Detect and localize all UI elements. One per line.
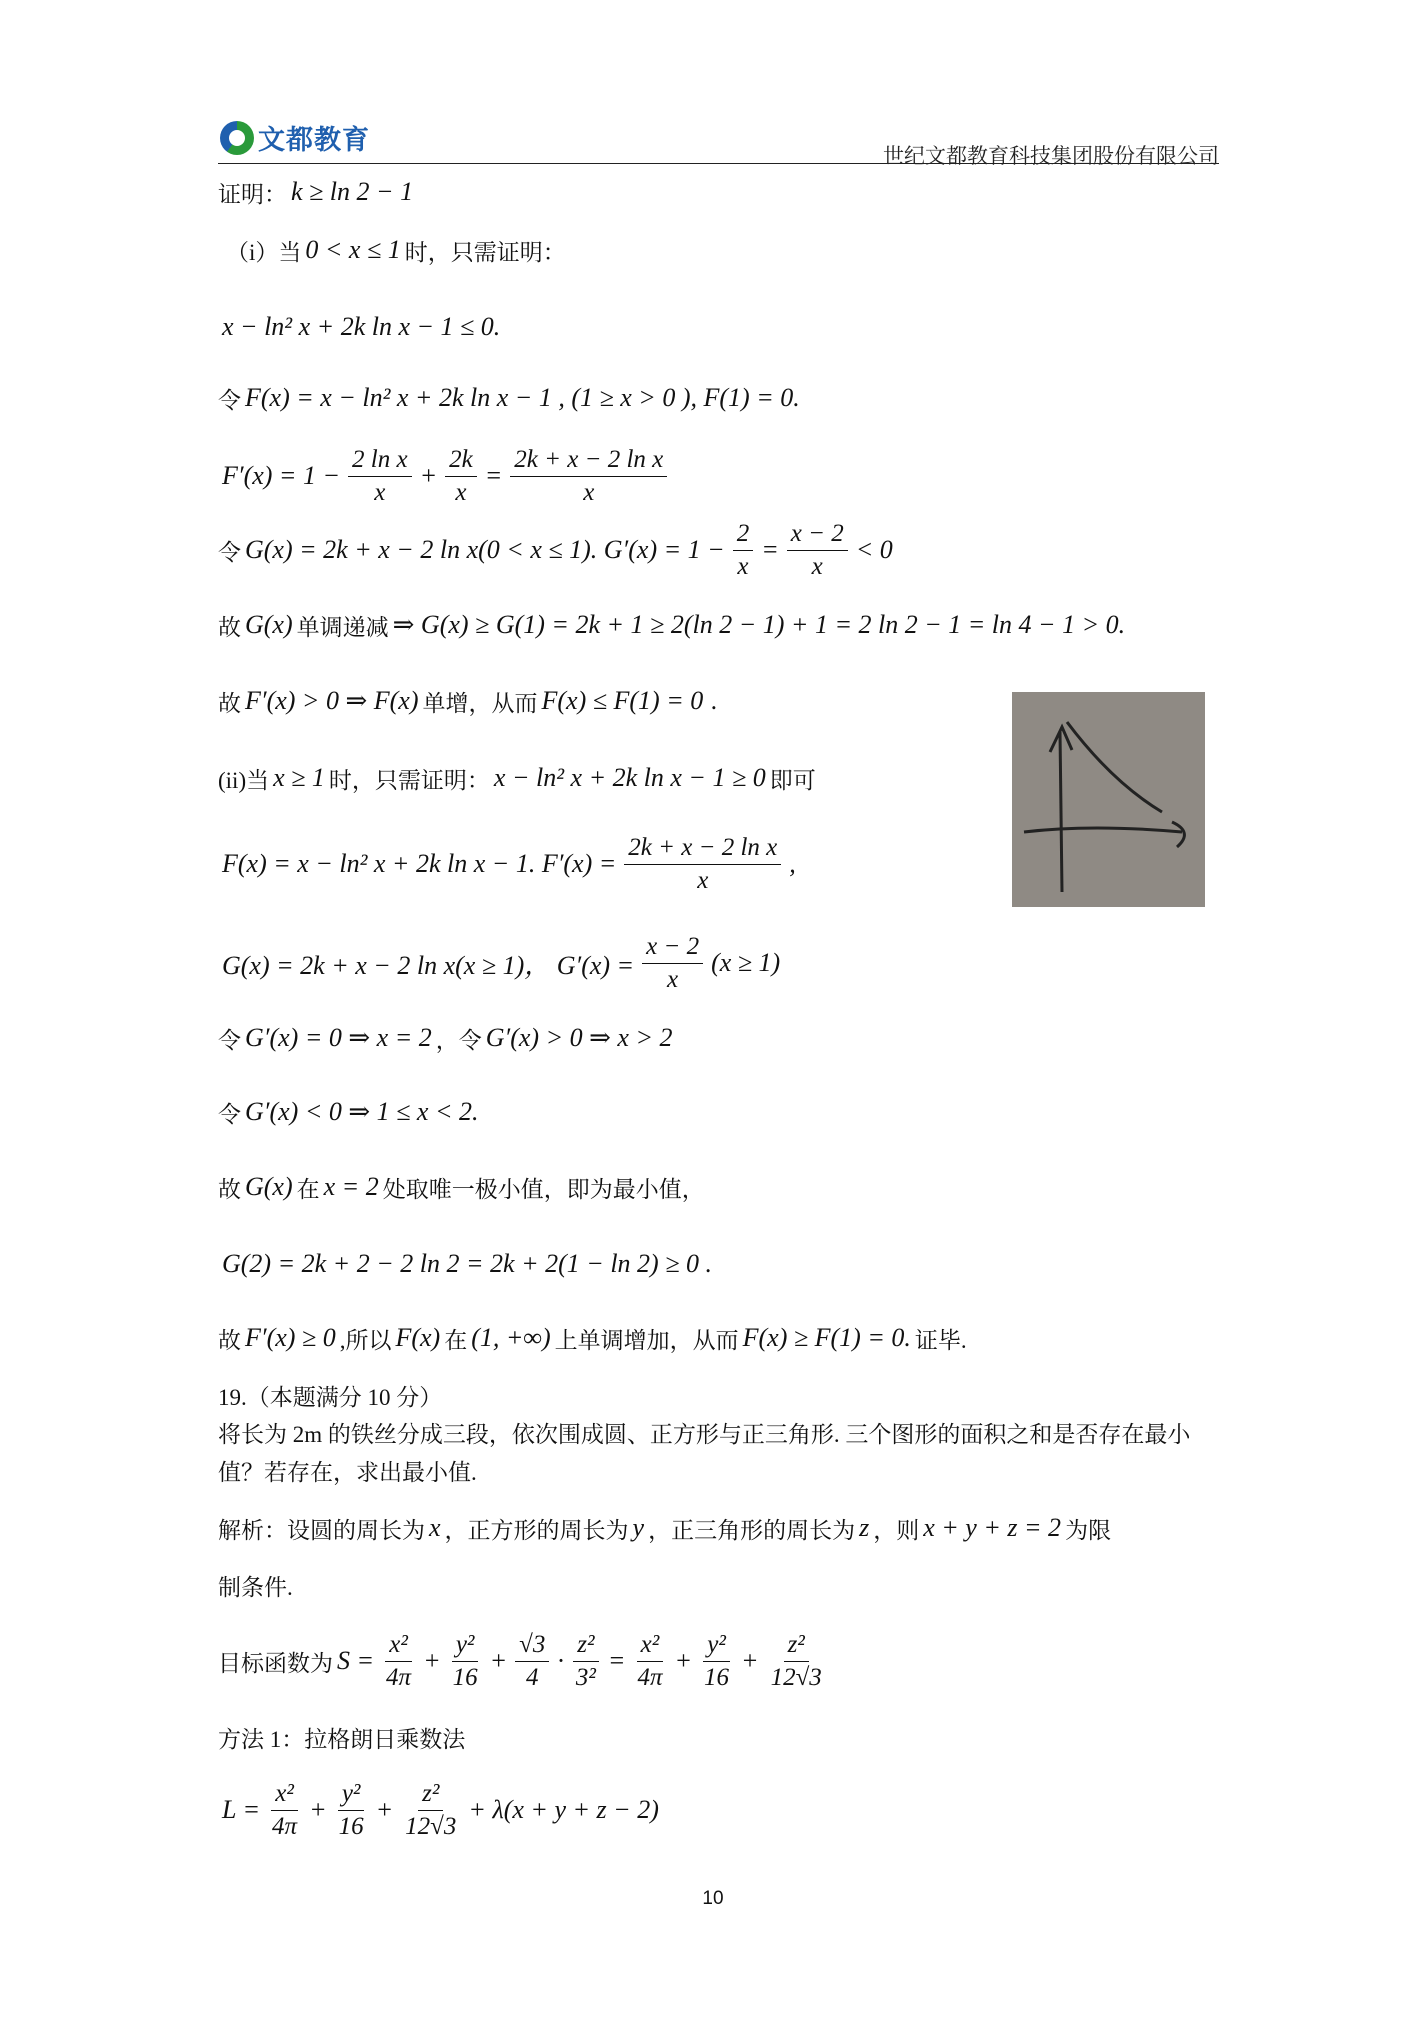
math: (1, +∞) [471,1323,551,1352]
lagrangian-line [218,1780,663,1840]
method-1-heading [218,1707,465,1767]
fraction [449,1629,482,1693]
text: 在 [296,1176,320,1202]
text: 故 [218,614,241,640]
text: 即可 [769,767,816,793]
numerator: y² [703,1629,730,1661]
denominator: 16 [452,1663,478,1691]
denominator: x [455,478,467,506]
math: x − ln² x + 2k ln x − 1 ≤ 0. [222,312,501,341]
text: 令 [218,539,241,565]
math: (x ≥ 1) [711,948,781,977]
fraction [268,1778,301,1842]
fraction [348,444,412,508]
math: = [484,461,503,490]
fraction [767,1629,826,1693]
text: (ii)当 [218,767,270,793]
F-increasing-line [218,671,722,731]
operator: = [607,1646,626,1675]
math: y [632,1513,645,1542]
text: 在 [444,1327,468,1353]
math: x − ln² x + 2k ln x − 1 ≥ 0 [493,763,766,792]
operator: + [741,1646,759,1675]
fraction [335,1778,368,1842]
math: G′(x) = 0 ⇒ x = 2 [245,1023,432,1052]
math: F(x) = x − ln² x + 2k ln x − 1. F′(x) = [222,849,617,878]
G-minimum-line [218,1157,705,1217]
numerator: z² [418,1778,443,1810]
math: G(x) [245,610,293,639]
text: 时，只需证明： [328,767,490,793]
inequality-line [218,297,504,357]
denominator: x [374,478,386,506]
question-19-title: 19.（本题满分 10 分） [218,1385,443,1410]
math: F′(x) ≥ 0 [245,1323,336,1352]
text: 方法 1：拉格朗日乘数法 [218,1726,466,1752]
math: x [429,1513,441,1542]
text: 故 [218,1176,241,1202]
operator: + [375,1795,394,1824]
text: 证毕. [914,1327,967,1353]
math: ⇒ G(x) ≥ G(1) = 2k + 1 ≥ 2(ln 2 − 1) + 1 = 2 ln 2 − 1 = ln 4 − 1 > 0. [392,610,1126,639]
text: 为限 [1065,1517,1112,1543]
fraction [700,1629,733,1693]
numerator: x − 2 [642,931,703,963]
text: ，令 [435,1027,482,1053]
operator: + [423,1646,441,1675]
math: x = 2 [323,1172,379,1201]
text: 故 [218,1327,241,1353]
math: S = [337,1646,375,1675]
case-i [226,220,566,280]
G2-line [218,1234,716,1294]
analysis-line-2 [218,1555,293,1615]
question-19-body: 将长为 2m 的铁丝分成三段，依次围成圆、正方形与正三角形. 三个图形的面积之和是否存在最小值？若存在，求出最小值. [218,1422,1191,1485]
fraction [624,832,781,896]
math: + λ(x + y + z − 2) [468,1795,659,1824]
case-ii [218,748,816,808]
math: x ≥ 1 [273,763,325,792]
handwritten-graph-photo [1012,692,1205,907]
math: G(2) = 2k + 2 − 2 ln 2 = 2k + 2(1 − ln 2) ≥ 0 . [222,1249,712,1278]
denominator: x [811,552,823,580]
denominator: 4π [272,1812,298,1840]
fraction [401,1778,460,1842]
fraction [572,1629,600,1693]
numerator: 2 [733,518,754,550]
text: ，则 [873,1517,920,1543]
denominator: 16 [704,1663,730,1691]
denominator: x [667,965,679,993]
operator: · [557,1646,564,1675]
fraction [382,1629,415,1693]
numerator: y² [338,1778,365,1810]
numerator: 2k + x − 2 ln x [510,444,667,476]
text: 上单调增加，从而 [554,1327,739,1353]
text: 处取唯一极小值，即为最小值， [382,1176,705,1202]
fraction [445,444,477,508]
math: F(x) [395,1323,441,1352]
numerator: z² [573,1629,598,1661]
operator: + [489,1646,508,1675]
text: （i）当 [226,239,302,265]
denominator: 12√3 [405,1812,457,1840]
math: F′(x) = 1 − [222,461,341,490]
numerator: 2k + x − 2 ln x [624,832,781,864]
math: L = [222,1795,261,1824]
math: F(x) ≥ F(1) = 0. [742,1323,911,1352]
fraction [633,1629,666,1693]
conclusion-line [218,1308,967,1368]
objective-function-line [218,1631,830,1691]
G-decreasing-line [218,595,1129,655]
text: ,所以 [339,1327,392,1353]
numerator: x² [271,1778,298,1810]
math: + [419,461,438,490]
numerator: 2 ln x [348,444,412,476]
math: G′(x) > 0 ⇒ x > 2 [485,1023,673,1052]
text: ，正方形的周长为 [444,1517,629,1543]
company-name: 世纪文都教育科技集团股份有限公司 [883,144,1219,168]
fraction [642,931,703,995]
fraction [787,518,848,582]
text: 令 [218,1027,241,1053]
math: k ≥ ln 2 − 1 [291,177,414,206]
denominator: 12√3 [770,1663,822,1691]
text: 目标函数为 [218,1650,333,1676]
denominator: 3² [575,1663,596,1691]
text: 单调递减 [296,614,389,640]
numerator: y² [452,1629,479,1661]
math: G′(x) < 0 ⇒ 1 ≤ x < 2. [245,1097,479,1126]
numerator: x − 2 [787,518,848,550]
math: 0 < x ≤ 1 [305,235,401,264]
page-number: 10 [702,1888,724,1909]
logo-text: 文都教育 [258,125,370,156]
text: 时，只需证明： [404,239,566,265]
math: = [761,535,779,564]
G-derivative-line-2 [218,933,784,993]
define-F-line [218,368,804,428]
logo-icon [220,121,254,155]
analysis-line [218,1498,1111,1558]
numerator: z² [784,1629,809,1661]
text: 令 [218,387,241,413]
graph-sketch-icon [1012,692,1205,907]
math: . [711,686,718,715]
math: G(x) = 2k + x − 2 ln x(x ≥ 1)， G′(x) = [222,950,635,980]
math: z [859,1513,870,1542]
numerator: x² [385,1629,412,1661]
math: < 0 [855,535,893,564]
math: G(x) = 2k + x − 2 ln x(0 < x ≤ 1). G′(x) = 1 − [245,535,725,564]
denominator: x [583,478,595,506]
text: 解析：设圆的周长为 [218,1517,425,1543]
G-negative-line [218,1082,483,1142]
denominator: 4π [637,1663,663,1691]
denominator: 16 [338,1812,364,1840]
denominator: 4 [526,1663,539,1691]
text: 证明： [218,181,287,207]
F-derivative-line-2 [218,834,800,894]
fraction [515,1629,549,1693]
fraction [510,444,667,508]
math: F′(x) > 0 ⇒ F(x) [245,686,419,715]
fraction [733,518,754,582]
math: F(x) ≤ F(1) = 0 [541,686,704,715]
text: 单增，从而 [422,690,538,716]
denominator: 4π [386,1663,412,1691]
text: 制条件. [218,1574,293,1600]
numerator: 2k [445,444,477,476]
operator: + [674,1646,693,1675]
define-G-line [218,520,897,580]
F-derivative-line [218,446,671,506]
math: , [789,849,796,878]
text: 故 [218,690,241,716]
text: ，正三角形的周长为 [648,1517,856,1543]
numerator: x² [637,1629,664,1661]
math: x + y + z = 2 [923,1513,1062,1542]
denominator: x [737,552,749,580]
numerator: √3 [515,1629,549,1661]
denominator: x [697,866,709,894]
operator: + [309,1795,327,1824]
math: G(x) [245,1172,293,1201]
proof-statement [218,162,417,222]
logo [220,118,370,157]
math: F(x) = x − ln² x + 2k ln x − 1 , (1 ≥ x > 0 ), F(1) = 0. [245,383,800,412]
G-zero-line [218,1008,677,1068]
text: 令 [218,1101,241,1127]
